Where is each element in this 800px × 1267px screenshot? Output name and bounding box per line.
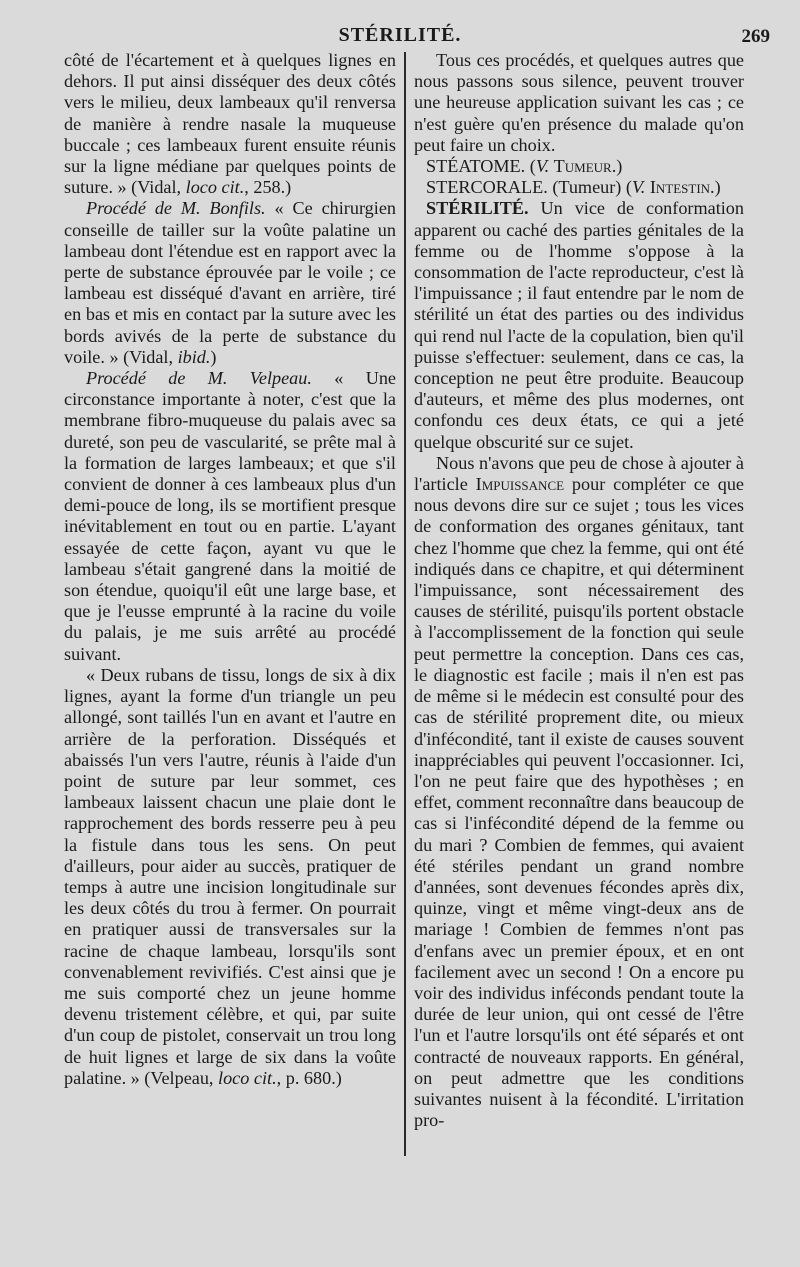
citation-end: , 258.) bbox=[244, 177, 292, 198]
paragraph bbox=[64, 198, 396, 368]
dictionary-entry bbox=[414, 198, 744, 452]
procedure-title: Procédé de M. Bonfils. bbox=[86, 198, 266, 219]
paragraph-text: Tous ces procédés, et quelques autres que nous passons sous silence, peuvent trouver une heureuse application suivant les cas ; ce n'est guère qu'en présence du malade qu'on peut faire un choix. bbox=[414, 50, 744, 155]
paragraph bbox=[64, 50, 396, 198]
citation-italic: ibid. bbox=[177, 346, 211, 367]
procedure-title: Procédé de M. Velpeau. bbox=[86, 368, 312, 389]
citation-italic: loco cit. bbox=[218, 1067, 277, 1088]
citation-end: ) bbox=[210, 346, 217, 367]
running-title: STÉRILITÉ. bbox=[338, 24, 462, 46]
left-column bbox=[64, 50, 396, 1089]
citation-end: , p. 680.) bbox=[276, 1067, 342, 1088]
cross-ref: Intestin. bbox=[649, 177, 715, 198]
cross-ref: Tumeur. bbox=[553, 156, 617, 177]
entry-headword: STERCORALE. bbox=[426, 177, 548, 198]
column-divider bbox=[404, 52, 406, 1156]
paragraph-text: « Ce chirurgien conseille de tailler sur la voûte palatine un lambeau dont l'étendue est en rapport avec la perte de substance éprouvée par le voile ; ce lambeau est disséqué d'avant en arrière, tiré en bas et mis en contact par la suture avec les bords avivés de la perte de substance du voile. » (Vidal, bbox=[64, 198, 396, 367]
cross-ref-marker: V. bbox=[535, 156, 550, 177]
entry-text: Un vice de conformation apparent ou caché des parties génitales de la femme ou de l'homme s'oppose à la consommation de l'acte reproducteur, c'est là l'impuissance ; il faut entendre par le nom de stérilité un état des parties ou des individus qui rend nul l'acte de la copulation, bien qu'il puisse s'effectuer: seulement, dans ce cas, la conception ne peut être produite. Beaucoup d'auteurs, et même des plus modernes, ont confondu ces deux états, ce qui a jeté quelque obscurité sur ce sujet. bbox=[414, 198, 744, 452]
paragraph bbox=[64, 665, 396, 1089]
paragraph bbox=[414, 453, 744, 1132]
right-column bbox=[414, 50, 744, 1131]
page-number: 269 bbox=[741, 26, 770, 47]
paragraph bbox=[64, 368, 396, 665]
entry-headword: STÉATOME. bbox=[426, 156, 526, 177]
paragraph bbox=[414, 50, 744, 156]
entry-text: (Tumeur) bbox=[552, 177, 622, 198]
paragraph-text: « Une circonstance importante à noter, c'est que la membrane fibro-muqueuse du palais avec sa dureté, son peu de vascularité, se prête mal à la formation de larges lambeaux; et que s'il convient de donner à ces lambeaux plus d'un demi-pouce de long, ils se mortifient presque inévitablement en tout ou en partie. L'ayant essayée de cette façon, ayant vu que le lambeau s'était gangrené dans la moitié de son étendue, quoiqu'il eût une large base, et que je l'eusse emprunté à la racine du voile du palais, je me suis arrêté au procédé suivant. bbox=[64, 368, 396, 664]
dictionary-entry: STERCORALE. (Tumeur) (V. Intestin.) bbox=[426, 177, 721, 198]
running-head bbox=[0, 24, 800, 46]
paragraph-text: « Deux rubans de tissu, longs de six à dix lignes, ayant la forme d'un triangle un peu allongé, sont taillés l'un en avant et l'autre en arrière de la perforation. Disséqués et abaissés l'un vers l'autre, réunis à l'aide d'un point de suture par leur sommet, ces lambeaux laissent chacun une plaie dont le rapprochement des bords resserre peu à peu la fistule dans tous les sens. On peut d'ailleurs, pour aider au succès, pratiquer de temps à autre une incision longitudinale sur les deux côtés du trou à fermer. On pourrait en pratiquer aussi de transversales sur la racine de chaque lambeau, lorsqu'ils sont convenablement revivifiés. C'est ainsi que je me suis comporté chez un jeune homme devenu tristement célèbre, et qui, par suite d'un coup de pistolet, conservait un trou long de huit lignes et large de six dans la voûte palatine. » (Velpeau, bbox=[64, 664, 396, 1088]
entry-headword: STÉRILITÉ. bbox=[426, 198, 529, 219]
cross-ref: Impuissance bbox=[475, 474, 565, 495]
citation-italic: loco cit. bbox=[185, 177, 245, 198]
paragraph-text: Nous n'avons que peu de chose à ajouter à l'article bbox=[414, 452, 744, 495]
paragraph-text: côté de l'écartement et à quelques lignes en dehors. Il put ainsi disséquer des deux côtés vers le milieu, deux lambeaux qu'il renversa de manière à rendre nasale la muqueuse buccale ; ces lambeaux furent ensuite réunis sur la ligne médiane par quelques points de suture. » (Vidal, bbox=[64, 50, 396, 198]
dictionary-entry: STÉATOME. (V. Tumeur.) bbox=[426, 156, 623, 177]
cross-ref-marker: V. bbox=[631, 177, 646, 198]
paragraph-text: pour compléter ce que nous devons dire sur ce sujet ; tous les vices de conformation des organes génitaux, tant chez l'homme que chez la femme, qui ont été indiqués dans ce chapitre, et qui déterminent l'impuissance, sont nécessairement des causes de stérilité, puisqu'ils portent obstacle à l'accomplissement de la fonction qui seule peut permettre la conception. Dans ces cas, le diagnostic est facile ; mais il n'en est pas de même si le médecin est consulté pour des cas de stérilité proprement dite, ou mieux d'infécondité, tant il existe de causes souvent inappréciables qui peuvent l'occasionner. Ici, l'on ne peut faire que des hypothèses ; en effet, comment reconnaître dans beaucoup de cas si l'infécondité dépend de la femme ou du mari ? Combien de femmes, qui avaient été stériles pendant un grand nombre d'années, sont devenues fécondes après dix, quinze, vingt et même vingt-deux ans de mariage ! Combien de femmes n'ont pas d'enfans avec un premier époux, et en ont facilement avec un second ! On a encore pu voir des individus inféconds pendant toute la durée de leur union, qui ont cessé de l'être l'un et l'autre lorsqu'ils ont été séparés et ont contracté de nouveaux rapports. En général, on peut admettre que les conditions suivantes nuisent à la fécondité. L'irritation pro- bbox=[414, 474, 744, 1131]
